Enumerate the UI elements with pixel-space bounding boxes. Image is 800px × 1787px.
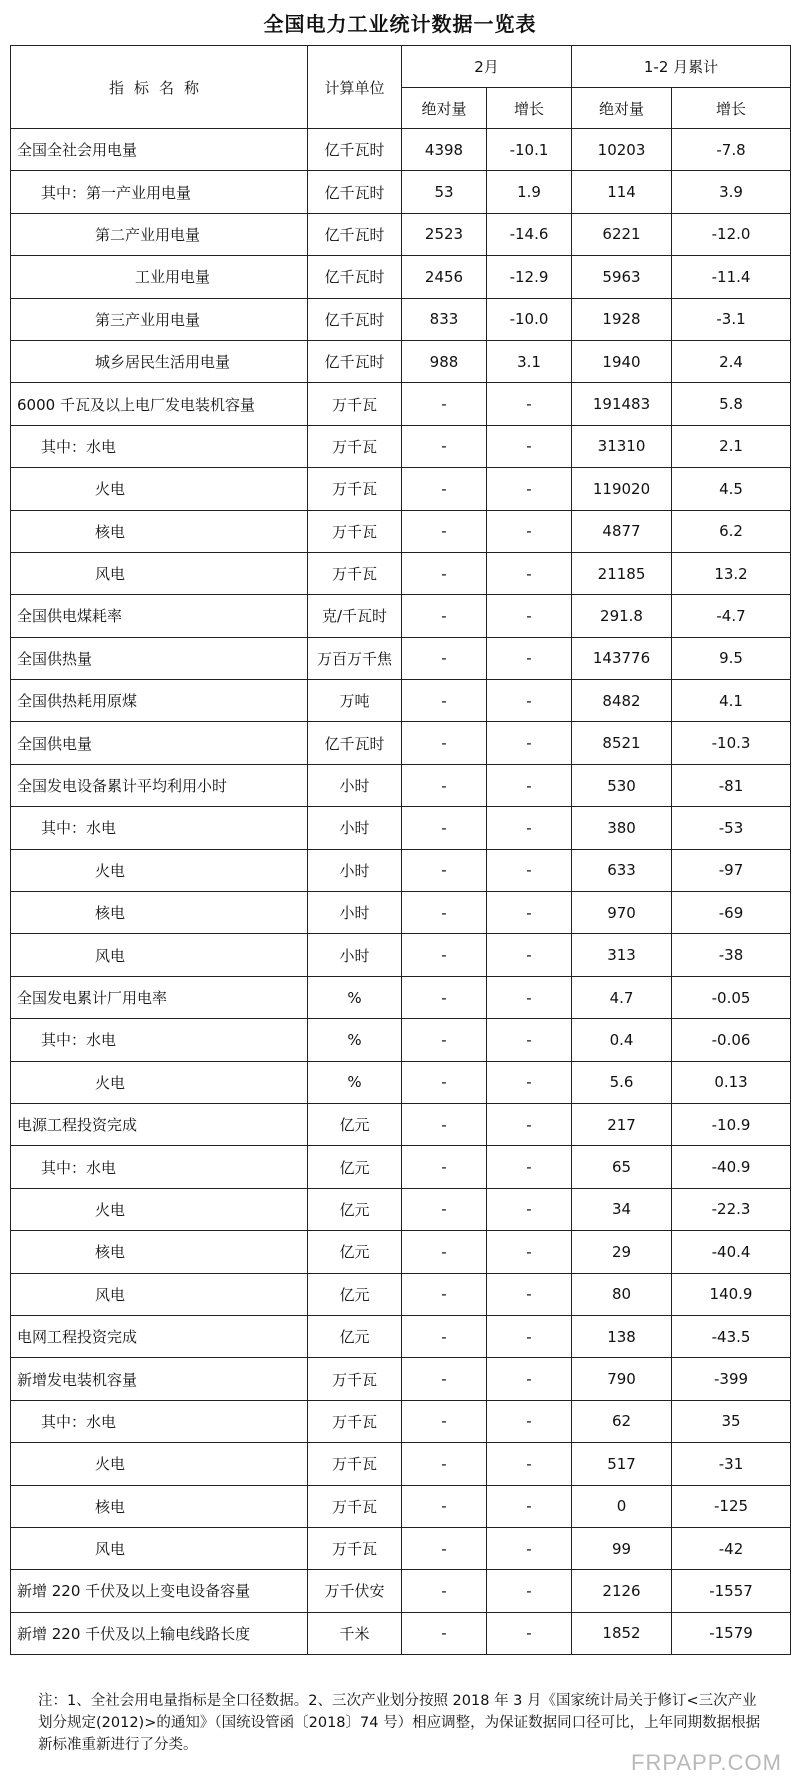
page-title: 全国电力工业统计数据一览表 (263, 12, 537, 36)
cum-absolute-cell: 0 (572, 1485, 672, 1527)
cum-growth-cell: 35 (672, 1400, 791, 1442)
feb-absolute-cell: - (402, 510, 487, 552)
cum-absolute-cell: 380 (572, 807, 672, 849)
feb-growth-cell: - (487, 1527, 572, 1569)
unit-cell: 万千伏安 (308, 1570, 402, 1612)
feb-absolute-cell: - (402, 1358, 487, 1400)
unit-cell: 亿千瓦时 (308, 298, 402, 340)
feb-absolute-cell: - (402, 1315, 487, 1357)
watermark: FRPAPP.COM (631, 1750, 782, 1775)
indicator-name: 核电 (11, 1485, 308, 1527)
cum-absolute-cell: 99 (572, 1527, 672, 1569)
feb-growth-cell: - (487, 1443, 572, 1485)
cum-growth-cell: -69 (672, 892, 791, 934)
feb-growth-cell: - (487, 383, 572, 425)
feb-absolute-cell: - (402, 1061, 487, 1103)
feb-absolute-cell: - (402, 595, 487, 637)
indicator-name: 其中：水电 (11, 1400, 308, 1442)
cum-growth-cell: 0.13 (672, 1061, 791, 1103)
feb-growth-cell: -10.1 (487, 129, 572, 171)
indicator-name: 风电 (11, 1273, 308, 1315)
cum-growth-cell: -7.8 (672, 129, 791, 171)
unit-cell: 万千瓦 (308, 1485, 402, 1527)
header-feb-growth: 增长 (487, 88, 572, 129)
cum-absolute-cell: 10203 (572, 129, 672, 171)
cum-absolute-cell: 217 (572, 1103, 672, 1145)
feb-absolute-cell: - (402, 1527, 487, 1569)
cum-absolute-cell: 21185 (572, 552, 672, 594)
table-row (11, 1315, 791, 1357)
feb-absolute-cell: - (402, 1103, 487, 1145)
feb-absolute-cell: 2523 (402, 213, 487, 255)
cum-absolute-cell: 530 (572, 764, 672, 806)
unit-cell: 万千瓦 (308, 510, 402, 552)
indicator-name: 工业用电量 (11, 256, 308, 298)
table-row (11, 298, 791, 340)
feb-growth-cell: - (487, 595, 572, 637)
indicator-name: 火电 (11, 1061, 308, 1103)
table-row (11, 764, 791, 806)
table-row (11, 934, 791, 976)
unit-cell: 万千瓦 (308, 425, 402, 467)
indicator-name: 新增 220 千伏及以上输电线路长度 (11, 1612, 308, 1654)
feb-growth-cell: - (487, 807, 572, 849)
indicator-name: 火电 (11, 468, 308, 510)
cum-growth-cell: 5.8 (672, 383, 791, 425)
feb-growth-cell: - (487, 1188, 572, 1230)
feb-absolute-cell: - (402, 764, 487, 806)
unit-cell: 小时 (308, 934, 402, 976)
table-row (11, 1443, 791, 1485)
cum-absolute-cell: 138 (572, 1315, 672, 1357)
feb-growth-cell: - (487, 1315, 572, 1357)
feb-absolute-cell: - (402, 722, 487, 764)
cum-absolute-cell: 31310 (572, 425, 672, 467)
table-row (11, 510, 791, 552)
unit-cell: % (308, 976, 402, 1018)
table-row (11, 468, 791, 510)
indicator-name: 火电 (11, 849, 308, 891)
cum-absolute-cell: 65 (572, 1146, 672, 1188)
table-row (11, 1527, 791, 1569)
cum-absolute-cell: 80 (572, 1273, 672, 1315)
unit-cell: 亿千瓦时 (308, 171, 402, 213)
feb-absolute-cell: - (402, 637, 487, 679)
feb-growth-cell: - (487, 934, 572, 976)
cum-growth-cell: -125 (672, 1485, 791, 1527)
cum-absolute-cell: 517 (572, 1443, 672, 1485)
feb-growth-cell: 3.1 (487, 340, 572, 382)
unit-cell: % (308, 1019, 402, 1061)
feb-growth-cell: - (487, 552, 572, 594)
cum-absolute-cell: 4.7 (572, 976, 672, 1018)
table-row (11, 849, 791, 891)
indicator-name: 核电 (11, 1231, 308, 1273)
feb-absolute-cell: - (402, 1570, 487, 1612)
feb-absolute-cell: - (402, 425, 487, 467)
feb-absolute-cell: - (402, 1273, 487, 1315)
feb-absolute-cell: - (402, 1443, 487, 1485)
unit-cell: 小时 (308, 807, 402, 849)
feb-growth-cell: - (487, 510, 572, 552)
table-row (11, 1146, 791, 1188)
table-row (11, 1612, 791, 1654)
table-row (11, 552, 791, 594)
table-row (11, 1570, 791, 1612)
table-row (11, 807, 791, 849)
feb-absolute-cell: - (402, 1612, 487, 1654)
cum-growth-cell: 3.9 (672, 171, 791, 213)
feb-absolute-cell: - (402, 1019, 487, 1061)
cum-growth-cell: -10.9 (672, 1103, 791, 1145)
feb-growth-cell: - (487, 1103, 572, 1145)
cum-absolute-cell: 1852 (572, 1612, 672, 1654)
table-row (11, 256, 791, 298)
cum-growth-cell: -399 (672, 1358, 791, 1400)
unit-cell: 亿元 (308, 1315, 402, 1357)
indicator-name: 城乡居民生活用电量 (11, 340, 308, 382)
cum-absolute-cell: 8521 (572, 722, 672, 764)
cum-absolute-cell: 119020 (572, 468, 672, 510)
header-february: 2月 (402, 46, 572, 88)
feb-growth-cell: - (487, 1273, 572, 1315)
feb-growth-cell: - (487, 1400, 572, 1442)
indicator-name: 全国发电累计厂用电率 (11, 976, 308, 1018)
feb-growth-cell: - (487, 849, 572, 891)
feb-growth-cell: - (487, 764, 572, 806)
cum-growth-cell: -4.7 (672, 595, 791, 637)
indicator-name: 电源工程投资完成 (11, 1103, 308, 1145)
cum-growth-cell: 13.2 (672, 552, 791, 594)
feb-absolute-cell: 53 (402, 171, 487, 213)
feb-growth-cell: - (487, 425, 572, 467)
feb-absolute-cell: - (402, 849, 487, 891)
feb-absolute-cell: - (402, 383, 487, 425)
indicator-name: 全国供电量 (11, 722, 308, 764)
table-row (11, 425, 791, 467)
header-cumulative: 1-2 月累计 (572, 46, 791, 88)
unit-cell: 亿千瓦时 (308, 256, 402, 298)
table-row (11, 1188, 791, 1230)
feb-growth-cell: - (487, 976, 572, 1018)
cum-absolute-cell: 790 (572, 1358, 672, 1400)
unit-cell: 千米 (308, 1612, 402, 1654)
indicator-name: 风电 (11, 934, 308, 976)
feb-growth-cell: - (487, 892, 572, 934)
header-feb-absolute: 绝对量 (402, 88, 487, 129)
indicator-name: 其中：第一产业用电量 (11, 171, 308, 213)
indicator-name: 全国供热量 (11, 637, 308, 679)
indicator-name: 其中：水电 (11, 425, 308, 467)
cum-growth-cell: -3.1 (672, 298, 791, 340)
feb-growth-cell: - (487, 680, 572, 722)
table-row (11, 722, 791, 764)
unit-cell: 万千瓦 (308, 468, 402, 510)
feb-absolute-cell: - (402, 552, 487, 594)
table-row (11, 171, 791, 213)
header-cum-growth: 增长 (672, 88, 791, 129)
cum-absolute-cell: 191483 (572, 383, 672, 425)
feb-absolute-cell: - (402, 1400, 487, 1442)
feb-growth-cell: -10.0 (487, 298, 572, 340)
unit-cell: 亿千瓦时 (308, 129, 402, 171)
table-row (11, 1103, 791, 1145)
table-row (11, 1061, 791, 1103)
table-row (11, 1019, 791, 1061)
indicator-name: 新增 220 千伏及以上变电设备容量 (11, 1570, 308, 1612)
indicator-name: 其中：水电 (11, 807, 308, 849)
unit-cell: 小时 (308, 892, 402, 934)
feb-growth-cell: - (487, 1019, 572, 1061)
cum-absolute-cell: 4877 (572, 510, 672, 552)
unit-cell: 小时 (308, 849, 402, 891)
cum-absolute-cell: 143776 (572, 637, 672, 679)
cum-growth-cell: 140.9 (672, 1273, 791, 1315)
cum-growth-cell: -1557 (672, 1570, 791, 1612)
indicator-name: 全国供热耗用原煤 (11, 680, 308, 722)
indicator-name: 6000 千瓦及以上电厂发电装机容量 (11, 383, 308, 425)
table-row (11, 976, 791, 1018)
feb-absolute-cell: - (402, 1188, 487, 1230)
feb-growth-cell: -12.9 (487, 256, 572, 298)
feb-growth-cell: - (487, 1612, 572, 1654)
indicator-name: 第二产业用电量 (11, 213, 308, 255)
feb-absolute-cell: 988 (402, 340, 487, 382)
cum-growth-cell: -12.0 (672, 213, 791, 255)
cum-absolute-cell: 5.6 (572, 1061, 672, 1103)
cum-growth-cell: -11.4 (672, 256, 791, 298)
table-row (11, 1273, 791, 1315)
unit-cell: 克/千瓦时 (308, 595, 402, 637)
unit-cell: % (308, 1061, 402, 1103)
table-row (11, 213, 791, 255)
cum-growth-cell: -43.5 (672, 1315, 791, 1357)
unit-cell: 亿千瓦时 (308, 213, 402, 255)
feb-absolute-cell: - (402, 892, 487, 934)
feb-absolute-cell: - (402, 807, 487, 849)
table-row (11, 1358, 791, 1400)
feb-growth-cell: - (487, 1485, 572, 1527)
cum-growth-cell: -22.3 (672, 1188, 791, 1230)
cum-absolute-cell: 2126 (572, 1570, 672, 1612)
cum-absolute-cell: 5963 (572, 256, 672, 298)
feb-absolute-cell: - (402, 1231, 487, 1273)
feb-growth-cell: - (487, 1146, 572, 1188)
table-row (11, 383, 791, 425)
footnote: 注：1、全社会用电量指标是全口径数据。2、三次产业划分按照 2018 年 3 月《国家统计局关于修订<三次产业划分规定(2012)>的通知》（国统设管函〔2018〕74 号）相应调整，为保证数据同口径可比，上年同期数据根据新标准重新进行了分类。 (38, 1693, 761, 1753)
cum-absolute-cell: 1928 (572, 298, 672, 340)
table-row (11, 595, 791, 637)
table-row (11, 1400, 791, 1442)
feb-growth-cell: -14.6 (487, 213, 572, 255)
feb-absolute-cell: 4398 (402, 129, 487, 171)
indicator-name: 核电 (11, 510, 308, 552)
indicator-name: 其中：水电 (11, 1019, 308, 1061)
cum-absolute-cell: 62 (572, 1400, 672, 1442)
feb-growth-cell: - (487, 1061, 572, 1103)
header-indicator-name: 指标名称 (11, 46, 308, 129)
indicator-name: 风电 (11, 552, 308, 594)
cum-absolute-cell: 291.8 (572, 595, 672, 637)
cum-growth-cell: -38 (672, 934, 791, 976)
feb-absolute-cell: - (402, 468, 487, 510)
cum-growth-cell: 2.1 (672, 425, 791, 467)
unit-cell: 万千瓦 (308, 1400, 402, 1442)
table-body (11, 129, 791, 1655)
table-row (11, 1485, 791, 1527)
table-row (11, 1231, 791, 1273)
unit-cell: 亿千瓦时 (308, 340, 402, 382)
feb-growth-cell: - (487, 722, 572, 764)
cum-growth-cell: -1579 (672, 1612, 791, 1654)
unit-cell: 亿元 (308, 1146, 402, 1188)
cum-absolute-cell: 0.4 (572, 1019, 672, 1061)
unit-cell: 亿元 (308, 1231, 402, 1273)
cum-growth-cell: -40.9 (672, 1146, 791, 1188)
cum-growth-cell: 9.5 (672, 637, 791, 679)
feb-growth-cell: - (487, 637, 572, 679)
unit-cell: 万吨 (308, 680, 402, 722)
unit-cell: 亿元 (308, 1103, 402, 1145)
indicator-name: 火电 (11, 1443, 308, 1485)
cum-absolute-cell: 633 (572, 849, 672, 891)
header-unit: 计算单位 (308, 46, 402, 129)
unit-cell: 万千瓦 (308, 1527, 402, 1569)
feb-absolute-cell: - (402, 680, 487, 722)
header-cum-absolute: 绝对量 (572, 88, 672, 129)
cum-growth-cell: -40.4 (672, 1231, 791, 1273)
indicator-name: 全国发电设备累计平均利用小时 (11, 764, 308, 806)
table-row (11, 680, 791, 722)
indicator-name: 电网工程投资完成 (11, 1315, 308, 1357)
cum-growth-cell: 4.5 (672, 468, 791, 510)
indicator-name: 核电 (11, 892, 308, 934)
cum-absolute-cell: 6221 (572, 213, 672, 255)
indicator-name: 其中：水电 (11, 1146, 308, 1188)
cum-growth-cell: -0.05 (672, 976, 791, 1018)
table-row (11, 129, 791, 171)
unit-cell: 万千瓦 (308, 383, 402, 425)
cum-growth-cell: -0.06 (672, 1019, 791, 1061)
feb-absolute-cell: - (402, 976, 487, 1018)
cum-absolute-cell: 8482 (572, 680, 672, 722)
unit-cell: 万百万千焦 (308, 637, 402, 679)
unit-cell: 小时 (308, 764, 402, 806)
feb-absolute-cell: - (402, 1146, 487, 1188)
cum-growth-cell: -31 (672, 1443, 791, 1485)
unit-cell: 万千瓦 (308, 1358, 402, 1400)
indicator-name: 新增发电装机容量 (11, 1358, 308, 1400)
indicator-name: 全国全社会用电量 (11, 129, 308, 171)
table-row (11, 892, 791, 934)
unit-cell: 万千瓦 (308, 1443, 402, 1485)
feb-absolute-cell: - (402, 1485, 487, 1527)
cum-growth-cell: -42 (672, 1527, 791, 1569)
cum-growth-cell: -97 (672, 849, 791, 891)
cum-absolute-cell: 1940 (572, 340, 672, 382)
cum-absolute-cell: 114 (572, 171, 672, 213)
indicator-name: 风电 (11, 1527, 308, 1569)
unit-cell: 亿元 (308, 1188, 402, 1230)
feb-absolute-cell: 2456 (402, 256, 487, 298)
cum-growth-cell: -53 (672, 807, 791, 849)
feb-growth-cell: - (487, 1358, 572, 1400)
cum-growth-cell: -81 (672, 764, 791, 806)
feb-absolute-cell: - (402, 934, 487, 976)
statistics-table (10, 45, 791, 1655)
unit-cell: 万千瓦 (308, 552, 402, 594)
cum-absolute-cell: 313 (572, 934, 672, 976)
cum-absolute-cell: 29 (572, 1231, 672, 1273)
indicator-name: 全国供电煤耗率 (11, 595, 308, 637)
cum-growth-cell: -10.3 (672, 722, 791, 764)
unit-cell: 亿千瓦时 (308, 722, 402, 764)
indicator-name: 火电 (11, 1188, 308, 1230)
table-row (11, 637, 791, 679)
feb-growth-cell: 1.9 (487, 171, 572, 213)
feb-growth-cell: - (487, 468, 572, 510)
feb-absolute-cell: 833 (402, 298, 487, 340)
feb-growth-cell: - (487, 1570, 572, 1612)
cum-growth-cell: 2.4 (672, 340, 791, 382)
unit-cell: 亿元 (308, 1273, 402, 1315)
cum-growth-cell: 4.1 (672, 680, 791, 722)
cum-absolute-cell: 970 (572, 892, 672, 934)
feb-growth-cell: - (487, 1231, 572, 1273)
cum-absolute-cell: 34 (572, 1188, 672, 1230)
indicator-name: 第三产业用电量 (11, 298, 308, 340)
cum-growth-cell: 6.2 (672, 510, 791, 552)
table-row (11, 340, 791, 382)
